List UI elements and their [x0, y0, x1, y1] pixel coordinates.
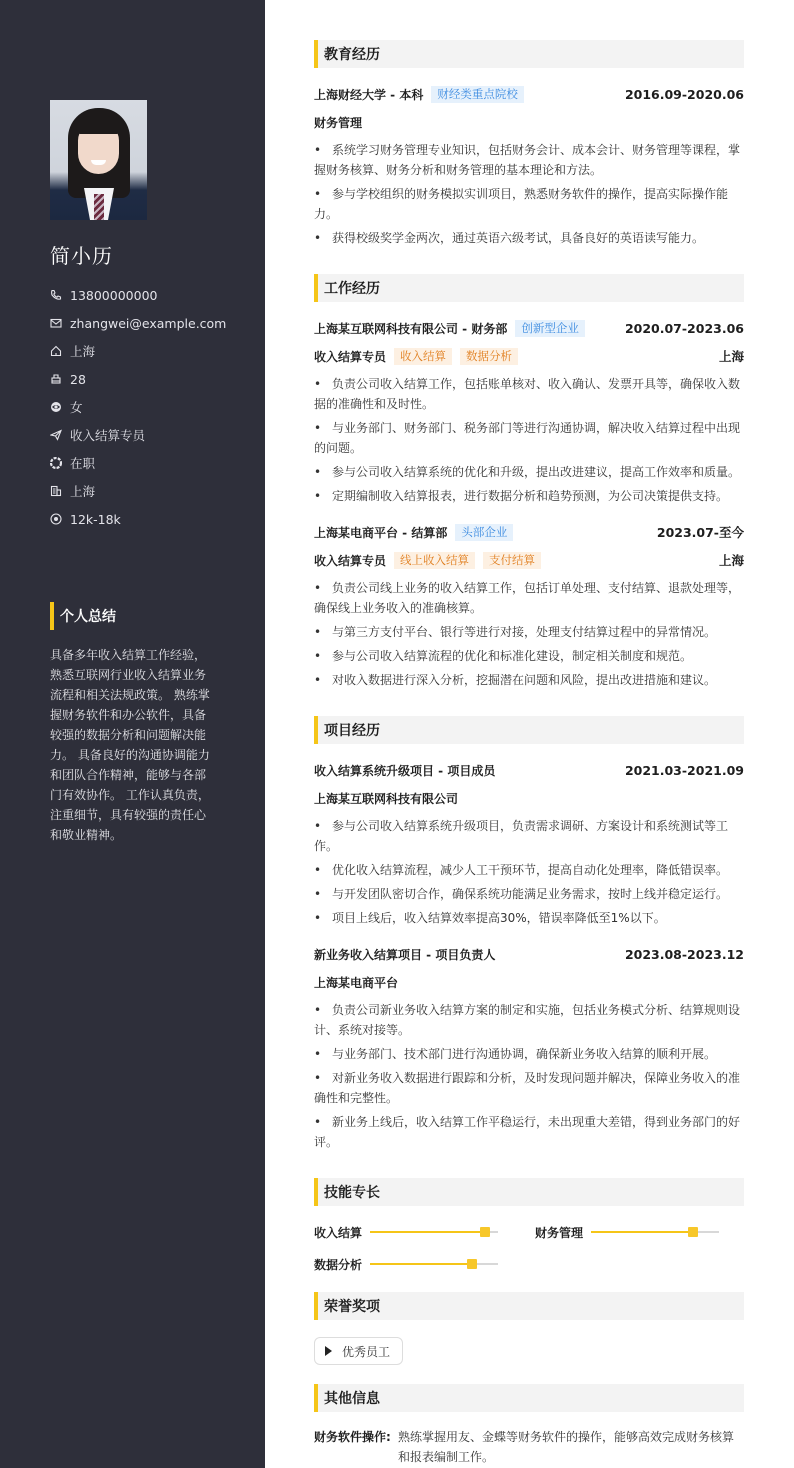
list-item: • 对新业务收入数据进行跟踪和分析，及时发现问题并解决，保障业务收入的准确性和完整性。 — [314, 1068, 744, 1108]
job-1-role-row — [314, 346, 744, 366]
list-item: • 获得校级奖学金两次，通过英语六级考试，具备良好的英语读写能力。 — [314, 228, 744, 248]
skill-item: 收入结算 — [314, 1222, 498, 1242]
list-item: • 参与公司收入结算流程的优化和标准化建设，制定相关制度和规范。 — [314, 646, 744, 666]
skill-tag: 支付结算 — [483, 552, 541, 569]
list-item: • 对收入数据进行深入分析，挖掘潜在问题和风险，提出改进措施和建议。 — [314, 670, 744, 690]
project-org: 上海某互联网科技有限公司 — [314, 791, 459, 806]
list-item: • 与业务部门、财务部门、税务部门等进行沟通协调，解决收入结算过程中出现的问题。 — [314, 418, 744, 458]
company-tag: 头部企业 — [455, 524, 513, 541]
info-email: zhangwei@example.com — [50, 309, 226, 337]
avatar — [50, 100, 147, 220]
info-home: 上海 — [50, 337, 226, 365]
list-item: • 新业务上线后，收入结算工作平稳运行，未出现重大差错，得到业务部门的好评。 — [314, 1112, 744, 1152]
list-item: • 优化收入结算流程，减少人工干预环节，提高自动化处理率，降低错误率。 — [314, 860, 744, 880]
section-skills-heading: 技能专长 — [314, 1178, 744, 1206]
job-2-bullets — [314, 578, 744, 694]
job-1-company-row — [314, 318, 744, 338]
salary-icon — [50, 513, 62, 525]
skill-tag: 数据分析 — [460, 348, 518, 365]
info-salary: 12k-18k — [50, 505, 226, 533]
major: 财务管理 — [314, 115, 363, 130]
list-item: • 参与学校组织的财务模拟实训项目，熟悉财务软件的操作，提高实际操作能力。 — [314, 184, 744, 224]
list-item: • 负责公司收入结算工作，包括账单核对、收入确认、发票开具等，确保收入数据的准确性和及时性。 — [314, 374, 744, 414]
project-1-bullets — [314, 816, 744, 932]
building-icon — [50, 485, 62, 497]
list-item: • 参与公司收入结算系统升级项目，负责需求调研、方案设计和系统测试等工作。 — [314, 816, 744, 856]
company-name: 上海某电商平台 - 结算部 — [314, 525, 448, 540]
skill-tag: 线上收入结算 — [394, 552, 475, 569]
list-item: • 与第三方支付平台、银行等进行对接，处理支付结算过程中的异常情况。 — [314, 622, 744, 642]
section-awards-heading: 荣誉奖项 — [314, 1292, 744, 1320]
summary-text: 具备多年收入结算工作经验，熟悉互联网行业收入结算业务流程和相关法规政策。 熟练掌握财务软件和办公软件，具备较强的数据分析和问题解决能力。 具备良好的沟通协调能力和团队合作精神，能够与各部门有效协作。 工作认真负责，注重细节，具有较强的责任心和敬业精神。 — [50, 648, 210, 842]
info-phone: 13800000000 — [50, 281, 226, 309]
job-date: 2020.07-2023.06 — [624, 320, 744, 336]
section-other-heading: 其他信息 — [314, 1384, 744, 1412]
gender-icon — [50, 401, 62, 413]
section-work-heading: 工作经历 — [314, 274, 744, 302]
skill-item: 财务管理 — [535, 1222, 719, 1242]
job-city: 上海 — [718, 553, 744, 568]
info-gender: 女 — [50, 393, 226, 421]
project-name: 新业务收入结算项目 - 项目负责人 — [314, 947, 496, 962]
candidate-name: 简小历 — [50, 244, 113, 268]
project-date: 2023.08-2023.12 — [624, 946, 744, 962]
mail-icon — [50, 317, 62, 329]
skill-tag: 收入结算 — [394, 348, 452, 365]
list-item: • 定期编制收入结算报表，进行数据分析和趋势预测，为公司决策提供支持。 — [314, 486, 744, 506]
skill-item: 数据分析 — [314, 1254, 498, 1274]
age-icon — [50, 373, 62, 385]
education-date: 2016.09-2020.06 — [624, 86, 744, 102]
other-info-value: 熟练掌握用友、金蝶等财务软件的操作，能够高效完成财务核算和报表编制工作。 — [398, 1430, 735, 1464]
job-2-role-row — [314, 550, 744, 570]
sidebar — [0, 0, 265, 1468]
info-city: 上海 — [50, 477, 226, 505]
education-major-row — [314, 112, 744, 132]
list-item: • 系统学习财务管理专业知识，包括财务会计、成本会计、财务管理等课程，掌握财务核算、财务分析和财务管理的基本理论和方法。 — [314, 140, 744, 180]
job-role: 收入结算专员 — [314, 553, 387, 568]
project-2-org-row — [314, 972, 744, 992]
project-name: 收入结算系统升级项目 - 项目成员 — [314, 763, 496, 778]
section-education-heading: 教育经历 — [314, 40, 744, 68]
school-tag: 财经类重点院校 — [431, 86, 524, 103]
school-name: 上海财经大学 - 本科 — [314, 87, 424, 102]
list-item: • 与开发团队密切合作，确保系统功能满足业务需求，按时上线并稳定运行。 — [314, 884, 744, 904]
list-item: • 负责公司新业务收入结算方案的制定和实施，包括业务模式分析、结算规则设计、系统对接等。 — [314, 1000, 744, 1040]
section-projects-heading: 项目经历 — [314, 716, 744, 744]
project-1-org-row — [314, 788, 744, 808]
info-status: 在职 — [50, 449, 226, 477]
other-info-key: 财务软件操作: — [314, 1430, 391, 1444]
skill-level-slider — [370, 1231, 498, 1233]
list-item: • 与业务部门、技术部门进行沟通协调，确保新业务收入结算的顺利开展。 — [314, 1044, 744, 1064]
job-role: 收入结算专员 — [314, 349, 387, 364]
list-item: • 负责公司线上业务的收入结算工作，包括订单处理、支付结算、退款处理等，确保线上业务收入的准确核算。 — [314, 578, 744, 618]
accent-bar — [50, 602, 54, 630]
send-icon — [50, 429, 62, 441]
skill-level-slider — [370, 1263, 498, 1265]
list-item: • 参与公司收入结算系统的优化和升级，提出改进建议，提高工作效率和质量。 — [314, 462, 744, 482]
summary-heading: 个人总结 — [50, 602, 116, 630]
info-age: 28 — [50, 365, 226, 393]
project-2-bullets — [314, 1000, 744, 1156]
job-1-bullets — [314, 374, 744, 510]
project-1-row — [314, 760, 744, 780]
job-date: 2023.07-至今 — [656, 525, 744, 540]
project-2-row — [314, 944, 744, 964]
company-tag: 创新型企业 — [515, 320, 585, 337]
award-item[interactable]: 优秀员工 — [314, 1337, 403, 1365]
education-bullets — [314, 140, 744, 252]
contact-info-list — [50, 281, 226, 533]
other-info-item — [314, 1427, 744, 1467]
job-city: 上海 — [718, 349, 744, 364]
info-position: 收入结算专员 — [50, 421, 226, 449]
skill-level-slider — [591, 1231, 719, 1233]
education-school-row — [314, 84, 744, 104]
project-org: 上海某电商平台 — [314, 975, 399, 990]
home-icon — [50, 345, 62, 357]
company-name: 上海某互联网科技有限公司 - 财务部 — [314, 321, 508, 336]
play-triangle-icon — [325, 1346, 332, 1356]
list-item: • 项目上线后，收入结算效率提高30%，错误率降低至1%以下。 — [314, 908, 744, 928]
job-2-company-row — [314, 522, 744, 542]
project-date: 2021.03-2021.09 — [624, 762, 744, 778]
phone-icon — [50, 289, 62, 301]
status-icon — [50, 457, 62, 469]
